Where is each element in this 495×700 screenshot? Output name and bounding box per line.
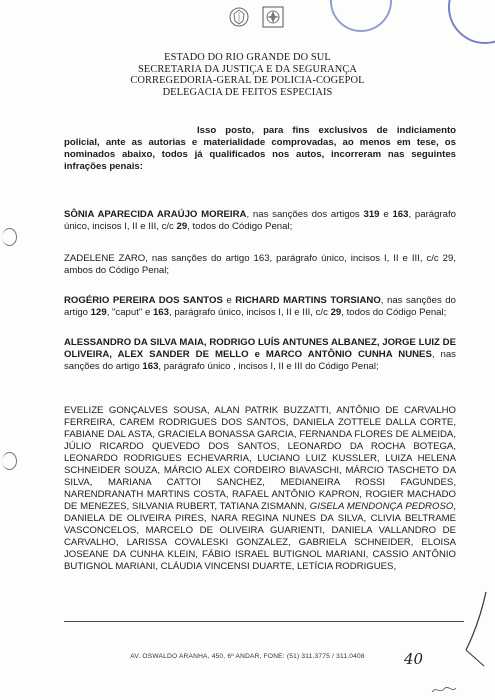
article-number: 129 [90, 307, 107, 318]
police-emblem-icon [260, 4, 286, 30]
letterhead-state: ESTADO DO RIO GRANDE DO SUL [164, 52, 331, 63]
paragraph-text: , nas sanções do artigo [64, 295, 456, 318]
paragraph-text: , parágrafo único, incisos I, II e III, c/c [168, 307, 331, 318]
indictment-paragraph-5 [64, 405, 456, 573]
paragraph-text: , "caput" e [106, 307, 153, 318]
letterhead-corregedoria: CORREGEDORIA-GERAL DE POLICIA-COGEPOL [130, 75, 365, 86]
defendant-names: EVELIZE GONÇALVES SOUSA, ALAN PATRIK BUZZATTI, ANTÔNIO DE CARVALHO FERREIRA, CAREM RODRIGUES DOS SANTOS, DANIELA ZOTTELE DALLA CORTE, FABIANE DAL ASTA, GRACIELA BONASSA GARCIA, FERNANDA FLORES DE ALMEIDA, JÚLIO RICARDO QUEVEDO DOS SANTOS, LEONARDO DA ROCHA BOTEGA, LEONARDO RODRIGUES ECHEVARRIA, LUCIANO LUIZ KUSSLER, LUIZA HELENA SCHNEIDER SOUZA, MÁRCIO ALEX CORDEIRO BIAVASCHI, MÁRCIO TASCHETO DA SILVA, MARIANA CATTOI SANCHEZ, MEDIANEIRA ROSSI FAGUNDES, NARENDRANATH MARTINS COSTA, RAFAEL ANTÔNIO KAPRON, ROGIER MACHADO DE MENEZES, SILVANIA RUBERT, TATIANA ZISMANN, [64, 405, 456, 512]
indictment-paragraph-3 [64, 295, 456, 319]
letterhead-secretariat: SECRETARIA DA JUSTIÇA E DA SEGURANÇA [138, 63, 357, 75]
article-number: 163 [392, 209, 409, 220]
defendant-names: , DANIELA DE OLIVEIRA PIRES, NARA REGINA NUNES DA SILVA, CLIVIA BELTRAME VASCONCELOS, MARCELO DE OLIVEIRA GUARIENTI, DANIELA VALLANDRO DE CARVALHO, LARISSA COVALESKI GONZALEZ, GABRIELA SCHNEIDER, ELOISA JOSEANE DA CUNHA KLEIN, FÁBIO ISRAEL BUTIGNOL MARIANI, CASSIO ANTÔNIO BUTIGNOL MARIANI, CLÁUDIA VINCENSI DUARTE, LETÍCIA RODRIGUES, [64, 501, 456, 572]
protocol-stamp [330, 0, 392, 32]
punch-hole [2, 452, 17, 470]
intro-paragraph [64, 125, 456, 173]
defendant-name: RICHARD MARTINS TORSIANO [235, 295, 381, 306]
signature-initials-icon [430, 684, 470, 696]
punch-hole [2, 228, 17, 246]
intro-text: Isso posto, para fins exclusivos de indiciamento policial, ante as autorias e materialidade comprovadas, ao menos em tese, os nominados abaixo, todos já qualificados nos autos, incorreram nas seguintes infrações penais: [64, 125, 456, 172]
letterhead-delegacia: DELEGACIA DE FEITOS ESPECIAIS [162, 86, 333, 98]
handwritten-page-number: 40 [404, 650, 424, 668]
article-number: 319 [363, 209, 380, 220]
article-number: 163 [152, 307, 169, 318]
protocol-stamp-secondary [448, 0, 495, 44]
indictment-paragraph-4 [64, 337, 456, 373]
footer-divider [64, 621, 464, 622]
paragraph-text: e [222, 295, 236, 306]
indictment-paragraph-1 [64, 209, 456, 233]
paragraph-text: , parágrafo único , incisos I, II e III do Código Penal; [158, 361, 379, 372]
indictment-paragraph-2 [64, 253, 456, 277]
defendant-name-italic: GISELA MENDONÇA PEDROSO [309, 501, 454, 512]
paragraph-text: , todos do Código Penal; [341, 307, 447, 318]
defendant-names: ALESSANDRO DA SILVA MAIA, RODRIGO LUÍS ANTUNES ALBANEZ, JORGE LUIZ DE OLIVEIRA, ALEX SANDER DE MELLO e MARCO ANTÔNIO CUNHA NUNES [64, 337, 456, 360]
article-number: 29 [176, 221, 188, 232]
paragraph-text: , nas sanções do artigo [64, 349, 456, 372]
paragraph-text: , parágrafo único, incisos I, II e III, c/c [64, 209, 456, 232]
paragraph-text: e [379, 209, 393, 220]
paragraph-text: , todos do Código Penal; [187, 221, 293, 232]
state-coat-of-arms-icon [228, 6, 250, 28]
article-number: 163 [142, 361, 159, 372]
article-number: 29 [330, 307, 342, 318]
margin-bracket-mark [462, 590, 492, 670]
footer-address: AV. OSWALDO ARANHA, 450, 6º ANDAR, FONE: (51) 311.3775 / 311.0408 [130, 653, 365, 660]
defendant-name: SÔNIA APARECIDA ARAÚJO MOREIRA [64, 209, 247, 220]
defendant-name: ROGÉRIO PEREIRA DOS SANTOS [64, 295, 223, 306]
paragraph-text: ZADELENE ZARO, nas sanções do artigo 163, parágrafo único, incisos I, II e III, c/c 29, ambos do Código Penal; [64, 253, 456, 276]
paragraph-text: , nas sanções dos artigos [246, 209, 364, 220]
letterhead [0, 52, 495, 98]
